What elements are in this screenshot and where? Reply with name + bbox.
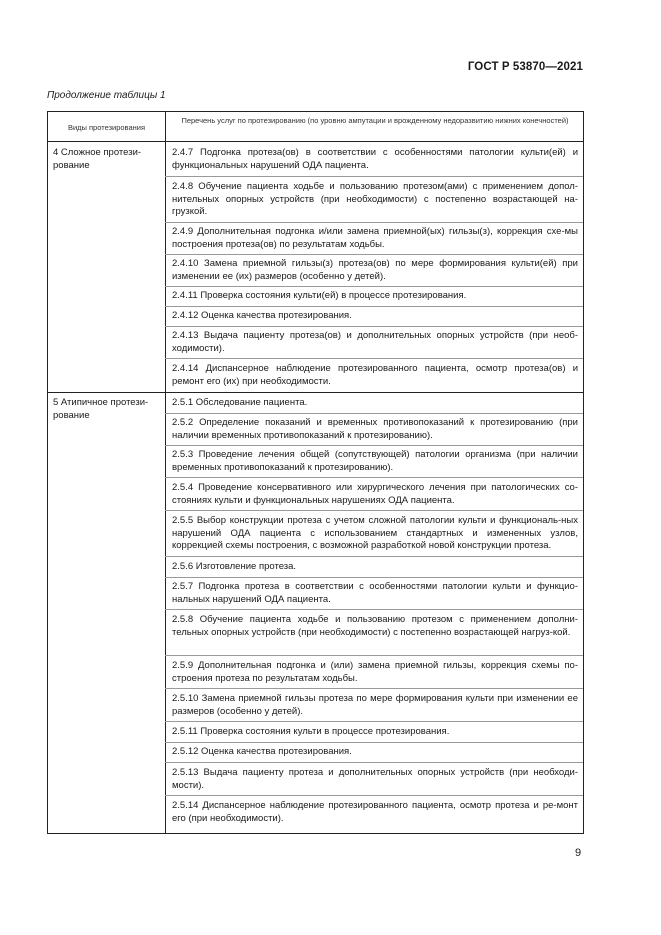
service-item: 2.5.4 Проведение консервативного или хирургического лечения при патологических со-стояниях культи и функциональных нарушениях ОДА пациента. bbox=[172, 482, 578, 506]
service-item: 2.4.13 Выдача пациенту протеза(ов) и дополнительных опорных устройств (при необ-ходимости). bbox=[172, 330, 578, 354]
service-item: 2.4.8 Обучение пациента ходьбе и пользованию протезом(ами) с применением допол-нительных опорных устройств (при необходимости) с постепенно возрастающей на-грузкой. bbox=[172, 181, 578, 217]
column-header-types: Виды протезирования bbox=[67, 123, 146, 132]
group-label-complex: 4 Сложное протези-рование bbox=[53, 147, 142, 171]
service-item: 2.5.7 Подгонка протеза в соответствии с особенностями патологии культи и функцио-нальных нарушений ОДА пациента. bbox=[172, 581, 578, 605]
service-item: 2.5.10 Замена приемной гильзы протеза по мере формирования культи при изменении ее размеров (особенно у детей). bbox=[172, 693, 578, 717]
item-divider bbox=[165, 742, 583, 743]
item-divider bbox=[165, 176, 583, 177]
item-divider bbox=[165, 577, 583, 578]
table-continuation-caption: Продолжение таблицы 1 bbox=[47, 90, 166, 101]
item-divider bbox=[165, 795, 583, 796]
service-item: 2.5.1 Обследование пациента. bbox=[172, 397, 308, 408]
item-divider bbox=[165, 477, 583, 478]
page-number: 9 bbox=[575, 847, 582, 859]
item-divider bbox=[165, 286, 583, 287]
item-divider bbox=[165, 413, 583, 414]
item-divider bbox=[165, 326, 583, 327]
service-item: 2.4.12 Оценка качества протезирования. bbox=[172, 310, 352, 321]
service-item: 2.5.3 Проведение лечения общей (сопутствующей) патологии организма (при наличии временных противопоказаний к протезированию). bbox=[172, 449, 578, 473]
service-item: 2.5.5 Выбор конструкции протеза с учетом сложной патологии культи и функциональ-ных нарушений ОДА пациента с использованием стандартных и измененных узлов, коррекцией схемы построения, с возможной разработкой новой конструкции протеза. bbox=[172, 515, 578, 551]
item-divider bbox=[165, 688, 583, 689]
column-divider bbox=[165, 112, 166, 833]
service-item: 2.4.11 Проверка состояния культи(ей) в процессе протезирования. bbox=[172, 290, 467, 301]
service-item: 2.5.2 Определение показаний и временных противопоказаний к протезированию (при наличии временных противопоказаний к протезированию). bbox=[172, 417, 578, 441]
service-item: 2.4.7 Подгонка протеза(ов) в соответствии с особенностями патологии культи(ей) и функциональных нарушений ОДА пациента. bbox=[172, 147, 578, 171]
service-item: 2.5.11 Проверка состояния культи в процессе протезирования. bbox=[172, 726, 450, 737]
group-label-atypical: 5 Атипичное протези-рование bbox=[53, 397, 149, 421]
header-divider bbox=[48, 141, 583, 142]
group-divider bbox=[48, 392, 583, 393]
standard-number: ГОСТ Р 53870—2021 bbox=[467, 61, 583, 73]
service-item: 2.5.6 Изготовление протеза. bbox=[172, 561, 297, 572]
column-header-services: Перечень услуг по протезированию (по уровню ампутации и врожденному недоразвитию нижних конечностей) bbox=[181, 116, 569, 125]
item-divider bbox=[165, 609, 583, 610]
item-divider bbox=[165, 556, 583, 557]
service-item: 2.4.10 Замена приемной гильзы(з) протеза(ов) по мере формирования культи(ей) при изменении ее (их) размеров (особенно у детей). bbox=[172, 258, 578, 282]
item-divider bbox=[165, 655, 583, 656]
service-item: 2.5.14 Диспансерное наблюдение протезированного пациента, осмотр протеза и ре-монт его (при необходимости). bbox=[172, 800, 578, 824]
item-divider bbox=[165, 306, 583, 307]
item-divider bbox=[165, 762, 583, 763]
service-item: 2.5.9 Дополнительная подгонка и (или) замена приемной гильзы, коррекция схемы по-строения протеза по результатам ходьбы. bbox=[172, 660, 578, 684]
item-divider bbox=[165, 721, 583, 722]
services-table bbox=[47, 111, 584, 834]
service-item: 2.5.8 Обучение пациента ходьбе и пользованию протезом с применением дополни-тельных опорных устройств (при необходимости) с постепенно возрастающей нагруз-кой. bbox=[172, 614, 578, 638]
item-divider bbox=[165, 510, 583, 511]
item-divider bbox=[165, 254, 583, 255]
item-divider bbox=[165, 445, 583, 446]
service-item: 2.4.14 Диспансерное наблюдение протезированного пациента, осмотр протеза(ов) и ремонт его (их) при необходимости. bbox=[172, 363, 578, 387]
service-item: 2.4.9 Дополнительная подгонка и/или замена приемной(ых) гильзы(з), коррекция схе-мы построения протеза(ов) по результатам ходьбы. bbox=[172, 226, 578, 250]
item-divider bbox=[165, 358, 583, 359]
item-divider bbox=[165, 222, 583, 223]
service-item: 2.5.12 Оценка качества протезирования. bbox=[172, 746, 352, 757]
service-item: 2.5.13 Выдача пациенту протеза и дополнительных опорных устройств (при необходи-мости). bbox=[172, 767, 578, 791]
